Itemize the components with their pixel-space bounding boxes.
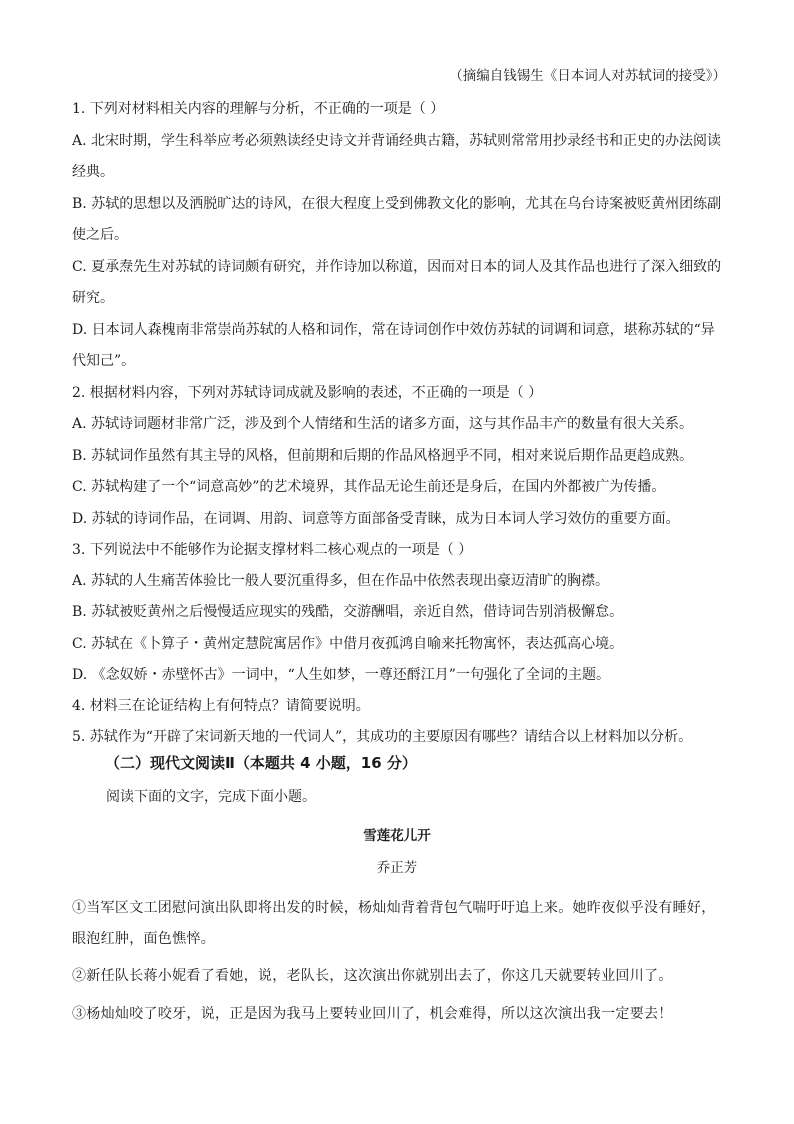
article-paragraph-1: ①当军区文工团慰问演出队即将出发的时候，杨灿灿背着背包气喘吁吁追上来。她昨夜似乎没有睡好， — [72, 900, 716, 916]
question-1-option-b: B. 苏轼的思想以及洒脱旷达的诗风，在很大程度上受到佛教文化的影响，尤其在乌台诗案被贬黄州团练副 — [72, 196, 722, 212]
question-1-option-d: D. 日本词人森槐南非常崇尚苏轼的人格和词作，常在诗词创作中效仿苏轼的词调和词意，堪称苏轼的“异 — [72, 322, 715, 338]
question-2-option-b: B. 苏轼词作虽然有其主导的风格，但前期和后期的作品风格迥乎不同，相对来说后期作品更趋成熟。 — [72, 448, 694, 464]
article-author: 乔正芳 — [376, 860, 418, 876]
article-paragraph-3: ③杨灿灿咬了咬牙，说，正是因为我马上要转业回川了，机会难得，所以这次演出我一定要去！ — [72, 1006, 673, 1022]
question-3-option-b: B. 苏轼被贬黄州之后慢慢适应现实的残酷，交游酬唱，亲近自然，借诗词告别消极懈怠。 — [72, 604, 624, 620]
article-paragraph-1-cont: 眼泡红肿，面色憔悴。 — [72, 931, 215, 947]
section-heading: （二）现代文阅读Ⅱ（本题共 4 小题，16 分） — [105, 754, 417, 772]
article-title: 雪莲花儿开 — [363, 828, 431, 844]
question-1-option-a-cont: 经典。 — [72, 164, 114, 180]
question-1-option-c: C. 夏承焘先生对苏轼的诗词颇有研究，并作诗加以称道，因而对日本的词人及其作品也进行了深入细致的 — [72, 259, 722, 275]
question-3-option-a: A. 苏轼的人生痛苦体验比一般人要沉重得多，但在作品中依然表现出豪迈清旷的胸襟。 — [72, 573, 610, 589]
section-instruction: 阅读下面的文字，完成下面小题。 — [106, 789, 316, 805]
article-paragraph-2: ②新任队长蒋小妮看了看她，说，老队长，这次演出你就别出去了，你这几天就要转业回川了。 — [72, 968, 673, 984]
question-1-option-d-cont: 代知己”。 — [72, 353, 136, 369]
source-citation: （摘编自钱锡生《日本词人对苏轼词的接受》） — [449, 68, 726, 84]
question-3-stem: 3. 下列说法中不能够作为论据支撑材料二核心观点的一项是（ ） — [72, 542, 473, 558]
question-5: 5. 苏轼作为“开辟了宋词新天地的一代词人”，其成功的主要原因有哪些？请结合以上材料加以分析。 — [72, 729, 693, 745]
question-1-option-c-cont: 研究。 — [72, 290, 114, 306]
question-1-stem: 1. 下列对材料相关内容的理解与分析，不正确的一项是（ ） — [72, 101, 445, 117]
question-2-option-d: D. 苏轼的诗词作品，在词调、用韵、词意等方面部备受青睐，成为日本词人学习效仿的重要方面。 — [72, 511, 680, 527]
question-3-option-d: D. 《念奴娇・赤壁怀古》一词中，“人生如梦，一尊还酹江月”一句强化了全词的主题。 — [72, 667, 610, 683]
question-4: 4. 材料三在论证结构上有何特点？请简要说明。 — [72, 698, 370, 714]
question-2-stem: 2. 根据材料内容，下列对苏轼诗词成就及影响的表述，不正确的一项是（ ） — [72, 385, 543, 401]
question-2-option-a: A. 苏轼诗词题材非常广泛，涉及到个人情绪和生活的诸多方面，这与其作品丰产的数量有很大关系。 — [72, 416, 694, 432]
question-2-option-c: C. 苏轼构建了一个“词意高妙”的艺术境界，其作品无论生前还是身后，在国内外都被广为传播。 — [72, 479, 666, 495]
question-1-option-b-cont: 使之后。 — [72, 227, 128, 243]
question-1-option-a: A. 北宋时期，学生科举应考必须熟读经史诗文并背诵经典古籍，苏轼则常常用抄录经书和正史的办法阅读 — [72, 133, 722, 149]
question-3-option-c: C. 苏轼在《卜算子・黄州定慧院寓居作》中借月夜孤鸿自喻来托物寓怀，表达孤高心境。 — [72, 636, 624, 652]
